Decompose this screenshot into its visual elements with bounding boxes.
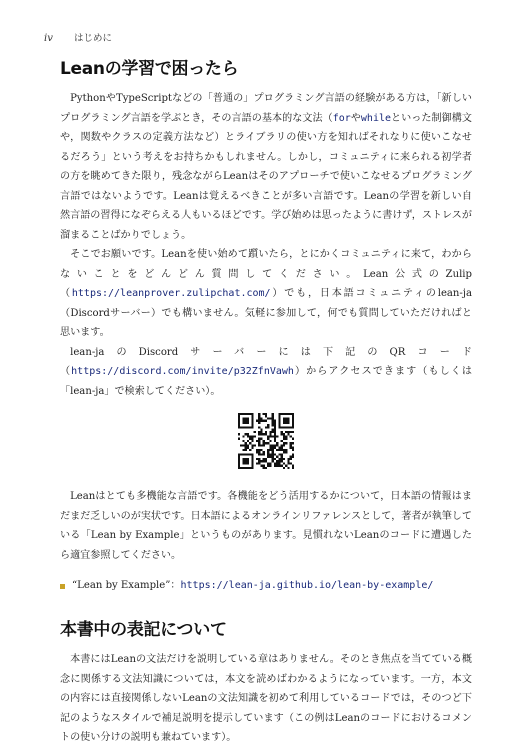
inline-code[interactable]: https://discord.com/invite/p32ZfnVawh: [71, 366, 294, 377]
list-item: [60, 577, 472, 595]
inline-code: while: [360, 112, 392, 124]
list-item-label: “Lean by Example”: [72, 580, 171, 591]
text-run: ）でも，日本語コミュニティのlean-ja（Discordサーバー）でも構いません。気軽に参加して，何でも質問していただければと思います。: [60, 288, 472, 338]
text-run: といった制御構文や，関数やクラスの定義方法など）とライブラリの使い方を知ればそれなりに使いこなせるだろう」という考えをお持ちかもしれません。しかし，コミュニティに来られる初学者の方を眺めてきた限り，残念ながらLeanはそのアプローチで使いこなせるプログラミング言語ではないようです。Leanは覚えるべきことが多い言語です。Leanの学習を新しい自然言語の習得になぞらえる人もいるほどです。学び始めは思ったように書けず，ストレスが溜まることばかりでしょう。: [60, 112, 472, 241]
text-run: 本書にはLeanの文法だけを説明している章はありません。そのとき焦点を当てている概念に関係する文法知識については，本文を読めばわかるようになっています。一方，本文の内容には直接関係しないLeanの文法知識を初めて利用しているコードでは，そのつど下記のようなスタイルで補足説明を提示しています（この例はLeanのコードにおけるコメントの使い分けの説明も兼ねています）。: [60, 654, 472, 743]
lean-by-example-link[interactable]: https://lean-ja.github.io/lean-by-example/: [180, 580, 434, 591]
page-number: iv: [44, 33, 53, 44]
text-run: Leanはとても多機能な言語です。各機能をどう活用するかについて，日本語の情報はまだまだ乏しいのが実状です。日本語によるオンラインリファレンスとして，著者が執筆している「Lean by Example」というものがあります。見慣れないLeanのコードに遭遇したら適宜参照してください。: [60, 491, 472, 561]
reference-list: [60, 577, 472, 595]
paragraph: [60, 245, 472, 343]
text-run: そこでお願いです。Leanを使い始めて躓いたら，とにかくコミュニティに来て，わからないことをどんどん質問してください。Lean公式のZulip（: [60, 249, 472, 299]
text-run: ）からアクセスできます（もしくは「lean-ja」で検索してください）。: [60, 366, 473, 397]
running-title: はじめに: [74, 33, 113, 44]
qr-code-container: [60, 413, 472, 469]
inline-code: for: [332, 112, 351, 124]
paragraph: [60, 89, 472, 245]
inline-code[interactable]: https://leanprover.zulipchat.com/: [71, 288, 271, 299]
section-body-learning: [60, 89, 472, 401]
section-heading-learning: Leanの学習で困ったら: [60, 59, 239, 79]
paragraph: [60, 343, 472, 402]
bullet-icon: [60, 584, 65, 589]
qr-code-image: [238, 413, 294, 469]
section-body-reference: [60, 487, 472, 565]
paragraph: [60, 650, 472, 748]
page-content: [60, 54, 472, 748]
list-item-separator: ：: [170, 580, 181, 591]
text-run: PythonやTypeScriptなどの「普通の」プログラミング言語の経験がある方は，「新しいプログラミング言語を学ぶとき，その言語の基本的な文法（: [60, 93, 472, 124]
section-heading-notation: 本書中の表記について: [60, 620, 227, 640]
section-body-notation: [60, 650, 472, 748]
text-run: lean-jaのDiscordサーバーには下記のQRコード（: [60, 346, 472, 377]
running-head: [44, 30, 112, 44]
text-run: や: [350, 112, 361, 124]
paragraph: [60, 487, 472, 565]
